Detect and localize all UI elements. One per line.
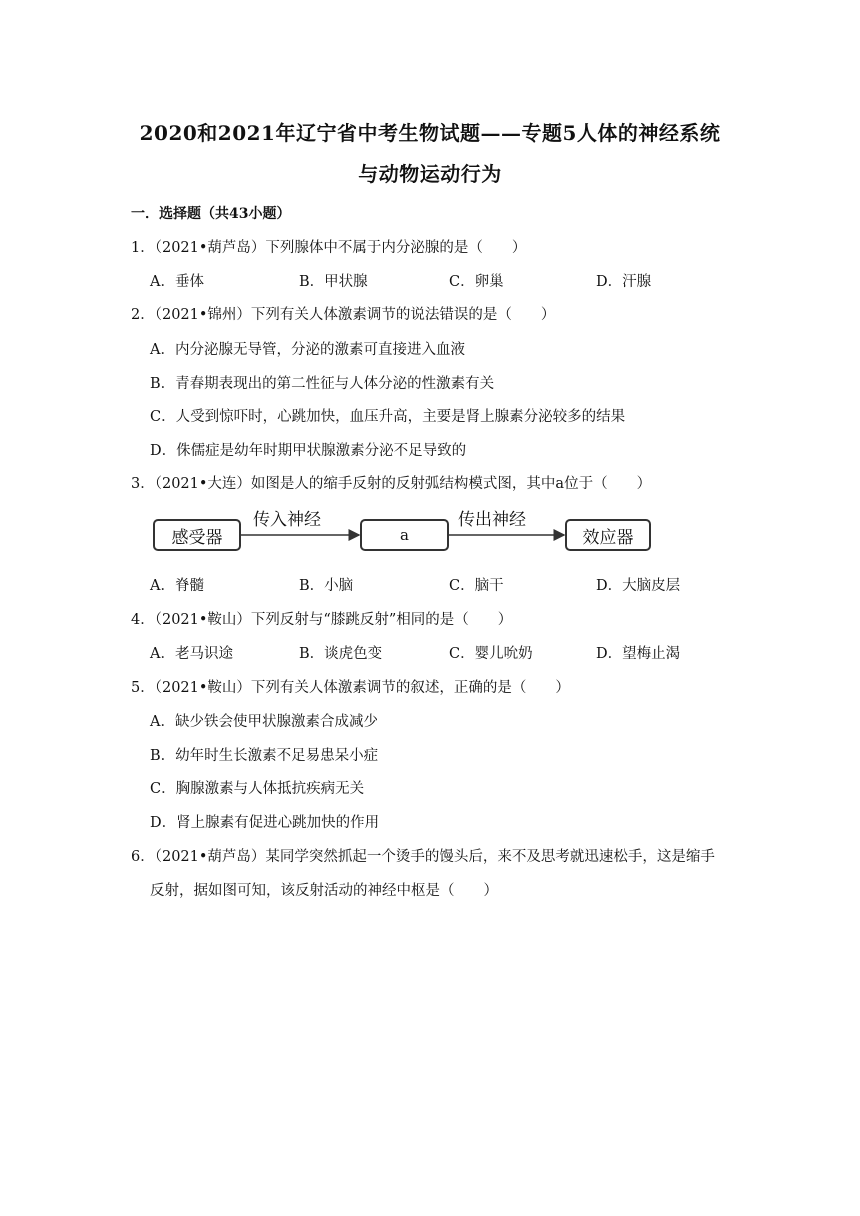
question-3-option-c: C．脑干 [449,578,504,594]
reflex-arc-diagram [153,511,653,561]
question-4-option-d: D．望梅止渴 [596,646,681,662]
question-1-option-d: D．汗腺 [596,274,652,290]
question-5-option-d: D．肾上腺素有促进心跳加快的作用 [150,815,380,831]
efferent-nerve-label: 传出神经 [458,510,526,530]
question-2-option-a: A．内分泌腺无导管，分泌的激素可直接进入血液 [150,342,465,358]
question-4-option-a: A．老马识途 [150,646,233,662]
question-4-option-c: C．婴儿吮奶 [449,646,533,662]
question-5-stem: 5．（2021•鞍山）下列有关人体激素调节的叙述，正确的是（ ） [131,680,570,696]
question-3-option-a: A．脊髓 [150,578,204,594]
document-title-line1: 2020和2021年辽宁省中考生物试题——专题5人体的神经系统 [139,121,721,145]
question-4-stem: 4．（2021•鞍山）下列反射与“膝跳反射”相同的是（ ） [131,612,513,628]
question-1-option-c: C．卵巢 [449,274,504,290]
question-5-option-c: C．胸腺激素与人体抵抗疾病无关 [150,781,365,797]
question-3-option-d: D．大脑皮层 [596,578,681,594]
effector-box: 效应器 [565,519,651,551]
question-6-stem-continued: 反射，据如图可知，该反射活动的神经中枢是（ ） [150,883,498,899]
question-4-option-b: B．谈虎色变 [299,646,383,662]
question-2-stem: 2．（2021•锦州）下列有关人体激素调节的说法错误的是（ ） [131,307,556,323]
question-3-stem: 3．（2021•大连）如图是人的缩手反射的反射弧结构模式图，其中a位于（ ） [131,476,652,492]
question-3-option-b: B．小脑 [299,578,354,594]
question-1-option-a: A．垂体 [150,274,204,290]
question-2-option-d: D．侏儒症是幼年时期甲状腺激素分泌不足导致的 [150,443,467,459]
question-2-option-c: C．人受到惊吓时，心跳加快，血压升高，主要是肾上腺素分泌较多的结果 [150,409,626,425]
question-2-option-b: B．青春期表现出的第二性征与人体分泌的性激素有关 [150,376,495,392]
document-title-line2: 与动物运动行为 [358,162,502,186]
question-5-option-a: A．缺少铁会使甲状腺激素合成减少 [150,714,378,730]
afferent-nerve-label: 传入神经 [253,510,321,530]
section-heading: 一．选择题（共43小题） [131,206,291,222]
question-5-option-b: B．幼年时生长激素不足易患呆小症 [150,748,379,764]
question-6-stem: 6．（2021•葫芦岛）某同学突然抓起一个烫手的馒头后，来不及思考就迅速松手，这是缩手 [131,849,715,865]
center-box: a [360,519,449,551]
receptor-box: 感受器 [153,519,241,551]
question-1-option-b: B．甲状腺 [299,274,368,290]
question-1-stem: 1．（2021•葫芦岛）下列腺体中不属于内分泌腺的是（ ） [131,240,527,256]
